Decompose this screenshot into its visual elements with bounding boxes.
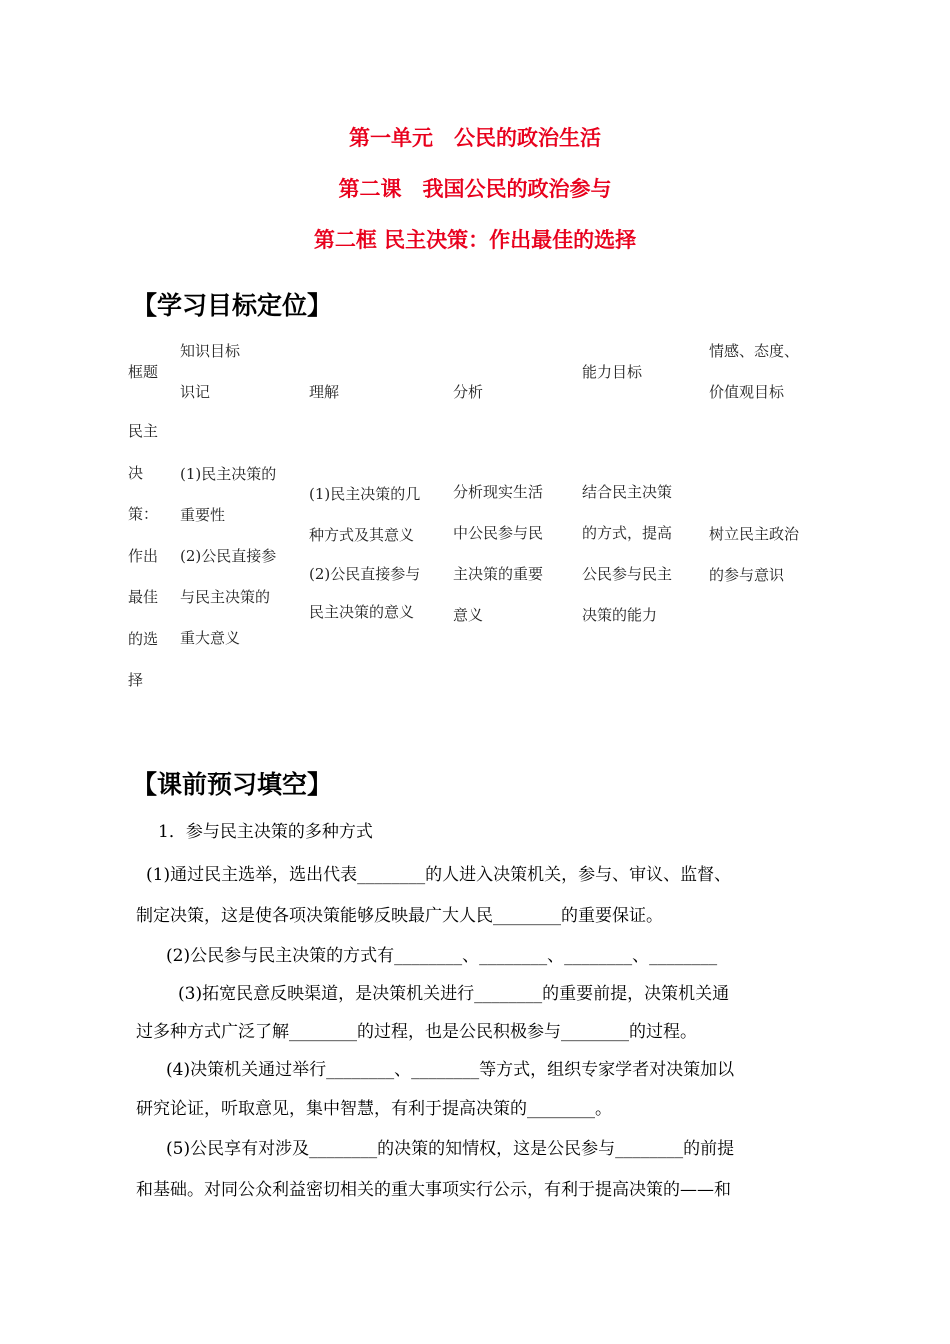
cell-ability: 结合民主决策 的方式，提高 公民参与民主 决策的能力 [582, 483, 673, 624]
frame-title: 第二框 民主决策：作出最佳的选择 [313, 228, 637, 252]
text-line-4: (2)公民参与民主决策的方式有________、________、________、________ [166, 946, 718, 966]
header-kuangti: 框题 [128, 363, 159, 381]
text-line-5: (3)拓宽民意反映渠道，是决策机关进行________的重要前提，决策机关通 [178, 984, 730, 1004]
text-line-7: (4)决策机关通过举行________、________等方式，组织专家学者对决策加以 [166, 1060, 735, 1080]
text-line-8: 研究论证，听取意见，集中智慧，有利于提高决策的________。 [136, 1099, 612, 1119]
header-memorize: 识记 [180, 383, 211, 401]
header-ability: 能力目标 [582, 363, 643, 381]
cell-memorize: (1)民主决策的 重要性 (2)公民直接参 与民主决策的 重大意义 [180, 465, 277, 647]
text-line-6: 过多种方式广泛了解________的过程，也是公民积极参与________的过程。 [136, 1022, 697, 1042]
section-preview-heading: 【课前预习填空】 [132, 770, 333, 799]
cell-emotion: 树立民主政治 的参与意识 [709, 525, 800, 584]
cell-kuangti: 民主 决 策： 作出 最佳 的选 择 [128, 422, 159, 689]
section-goals-heading: 【学习目标定位】 [132, 291, 333, 320]
text-line-2: (1)通过民主选举，选出代表________的人进入决策机关，参与、审议、监督、 [146, 865, 732, 885]
text-line-1: 1．参与民主决策的多种方式 [158, 822, 373, 842]
text-line-10: 和基础。对同公众利益密切相关的重大事项实行公示，有利于提高决策的——和 [136, 1180, 731, 1200]
cell-understand: (1)民主决策的几 种方式及其意义 (2)公民直接参与 民主决策的意义 [309, 485, 421, 621]
header-understand: 理解 [309, 383, 340, 401]
unit-title: 第一单元 公民的政治生活 [349, 126, 601, 150]
lesson-title: 第二课 我国公民的政治参与 [338, 177, 612, 201]
header-knowledge: 知识目标 [180, 342, 241, 360]
text-line-9: (5)公民享有对涉及________的决策的知情权，这是公民参与________的前提 [166, 1139, 735, 1159]
header-emotion-2: 价值观目标 [709, 383, 785, 401]
cell-analyze: 分析现实生活 中公民参与民 主决策的重要 意义 [453, 483, 544, 624]
header-analyze: 分析 [453, 383, 484, 401]
text-line-3: 制定决策，这是使各项决策能够反映最广大人民________的重要保证。 [136, 906, 663, 926]
header-emotion-1: 情感、态度、 [709, 342, 800, 360]
